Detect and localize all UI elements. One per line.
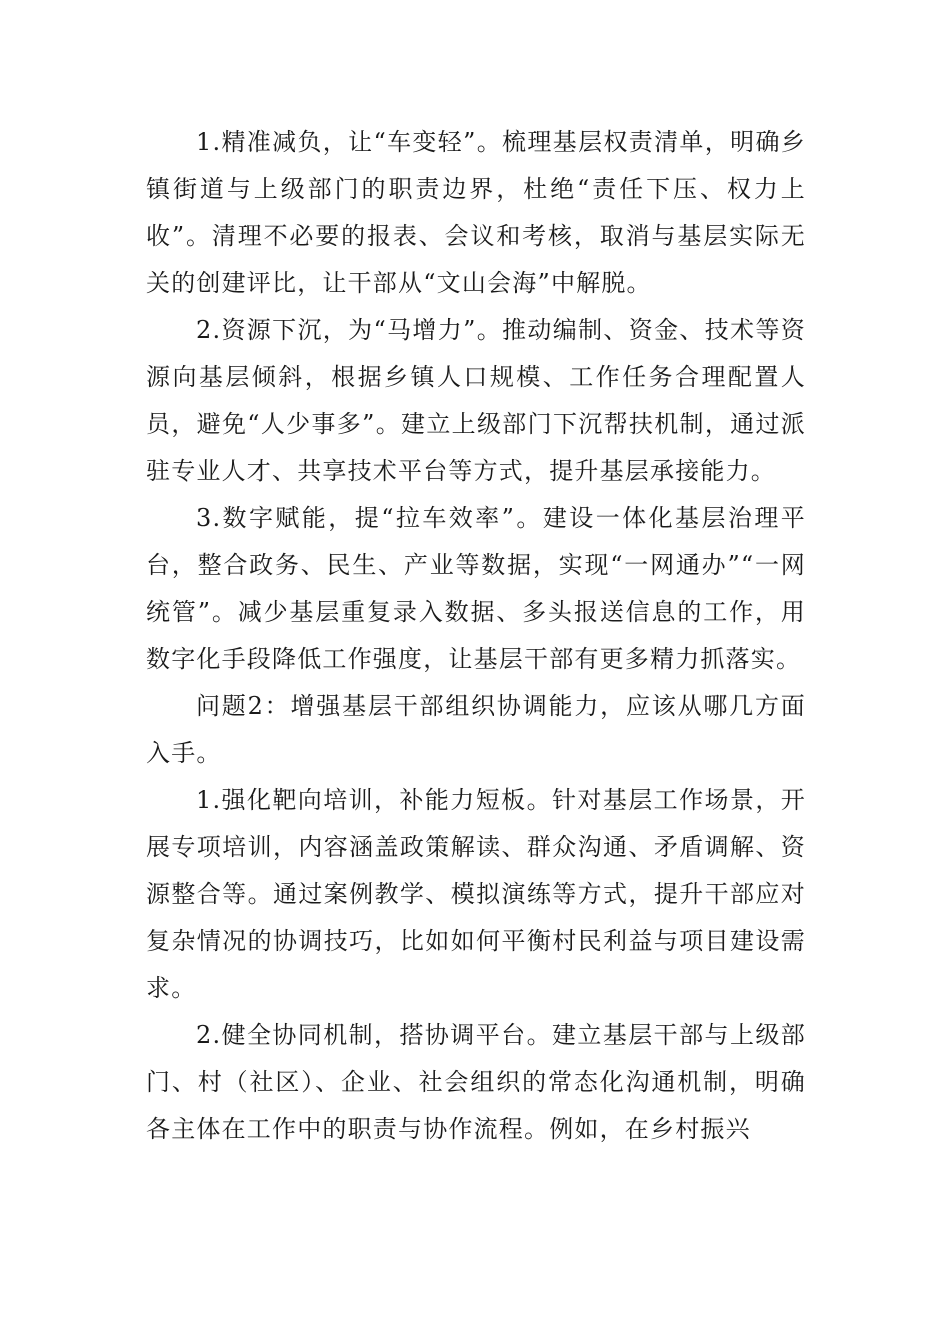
document-body [146, 119, 806, 1153]
paragraph-resource-sinking: 2.资源下沉，为“马增力”。推动编制、资金、技术等资源向基层倾斜，根据乡镇人口规模、工作任务合理配置人员，避免“人少事多”。建立上级部门下沉帮扶机制，通过派驻专业人才、共享技术平台等方式，提升基层承接能力。 [146, 316, 806, 485]
paragraph-coordination-mechanism: 2.健全协同机制，搭协调平台。建立基层干部与上级部门、村（社区）、企业、社会组织的常态化沟通机制，明确各主体在工作中的职责与协作流程。例如，在乡村振兴 [146, 1021, 806, 1143]
paragraph-reduce-burden: 1.精准减负，让“车变轻”。梳理基层权责清单，明确乡镇街道与上级部门的职责边界，杜绝“责任下压、权力上收”。清理不必要的报表、会议和考核，取消与基层实际无关的创建评比，让干部从“文山会海”中解脱。 [146, 128, 806, 297]
question-heading: 问题2：增强基层干部组织协调能力，应该从哪几方面入手。 [146, 692, 806, 767]
paragraph-targeted-training: 1.强化靶向培训，补能力短板。针对基层工作场景，开展专项培训，内容涵盖政策解读、群众沟通、矛盾调解、资源整合等。通过案例教学、模拟演练等方式，提升干部应对复杂情况的协调技巧，比如如何平衡村民利益与项目建设需求。 [146, 786, 806, 1002]
paragraph-digital-empowerment: 3.数字赋能，提“拉车效率”。建设一体化基层治理平台，整合政务、民生、产业等数据，实现“一网通办”“一网统管”。减少基层重复录入数据、多头报送信息的工作，用数字化手段降低工作强度，让基层干部有更多精力抓落实。 [146, 504, 806, 673]
